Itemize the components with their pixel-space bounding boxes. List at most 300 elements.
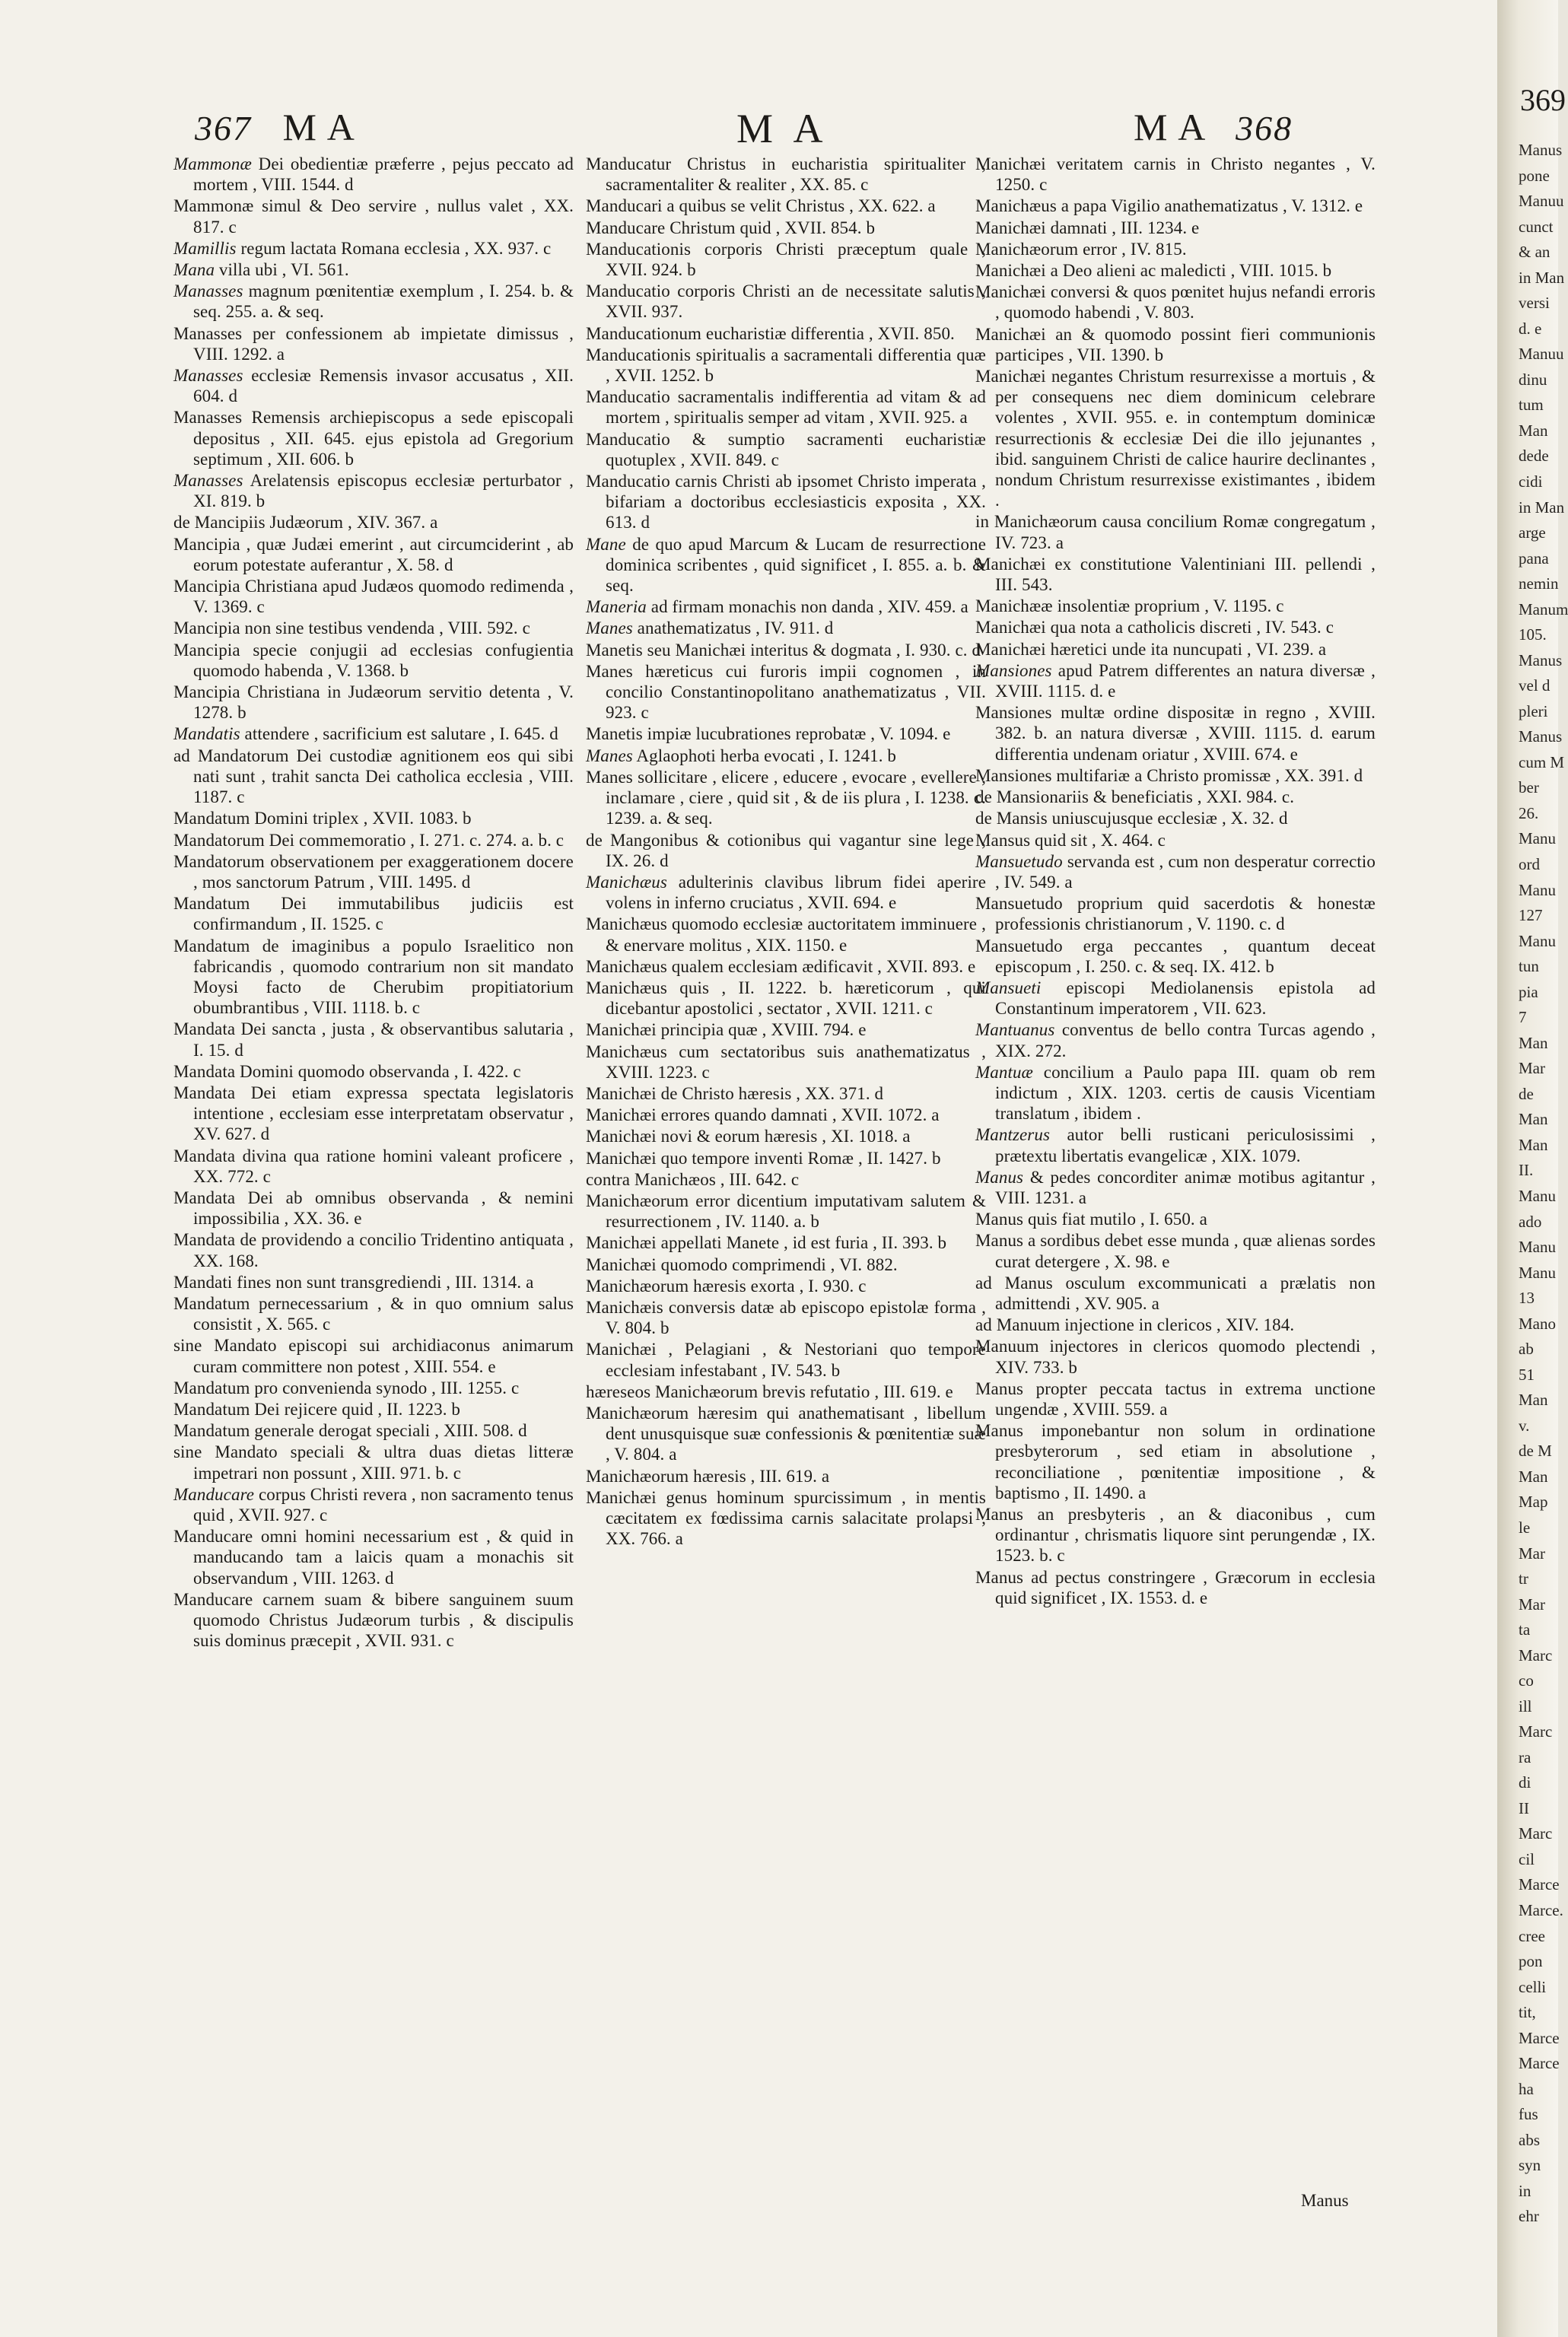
entry-text: Manducare omni homini necessarium est , & quid in manducando tam a laicis quam a monachis sit observandum , VIII. 1263. d [173,1527,574,1588]
next-page-fragment: II [1519,1798,1529,1817]
entry-text: Manichæi quo tempore inventi Romæ , II. 1427. b [586,1148,941,1168]
entry-text: Mandatum Dei rejicere quid , II. 1223. b [173,1399,460,1419]
entry-text: Manus propter peccata tactus in extrema unctione ungendæ , XVIII. 559. a [975,1378,1376,1419]
entry-text: Mandatorum observationem per exaggerationem docere , mos sanctorum Patrum , VIII. 1495. d [173,851,574,892]
index-entry [173,1019,574,1060]
next-page-fragment: tum [1519,396,1544,415]
entry-text: autor belli rusticani periculosissimi , prætextu libertatis evangelicæ , XIX. 1079. [995,1125,1376,1165]
index-entry [586,1169,986,1190]
next-page-fragment: cil [1519,1849,1535,1868]
next-page-fragment: ado [1519,1212,1542,1231]
entry-keyword: Manes [586,618,633,638]
next-page-fragment: cidi [1519,472,1543,491]
index-entry [975,765,1376,786]
index-entry [173,1589,574,1652]
next-page-fragment: Manuu [1519,192,1564,211]
next-page-fragment: Manu [1519,829,1556,848]
next-page-fragment: le [1519,1518,1531,1537]
entry-keyword: Mana [173,260,215,280]
index-entry [173,640,574,681]
entry-text: Manichæus qualem ecclesiam ædificavit , XVII. 893. e [586,956,976,976]
entry-keyword: Mantzerus [975,1125,1051,1145]
next-page-fragment: 26. [1519,803,1539,822]
index-entry [586,196,986,216]
next-page-fragment: co [1519,1671,1534,1690]
next-page-fragment: Mar [1519,1059,1545,1078]
next-page-fragment: ab [1519,1340,1534,1359]
next-page-fragment: Manum [1519,599,1568,618]
index-entry [586,830,986,871]
next-page-number: 369 [1520,83,1566,117]
entry-text: Manasses per confessionem ab impietate dimissus , VIII. 1292. a [173,323,574,364]
index-entry [975,1336,1376,1377]
entry-keyword: Manasses [173,471,243,491]
index-entry [586,661,986,723]
index-entry [586,956,986,977]
entry-text: & pedes concorditer animæ motibus agitantur , VIII. 1231. a [995,1167,1376,1207]
entry-text: Manichæi veritatem carnis in Christo negantes , V. 1250. c [975,154,1376,195]
right-page-number: 368 [1236,109,1293,148]
index-entry [173,1335,574,1376]
next-page-fragment: pon [1519,1952,1543,1971]
index-entry [586,618,986,638]
next-page-fragment: Man [1519,1033,1548,1052]
entry-text: Manducare carnem suam & bibere sanguinem suum quomodo Christus Judæorum turbis , & discipulis suis dominus præcepit , XVII. 931. c [173,1589,574,1651]
entry-keyword: Manasses [173,281,243,301]
index-entry [173,1188,574,1229]
entry-keyword: Mane [586,534,626,554]
entry-text: Manus quis fiat mutilo , I. 650. a [975,1210,1207,1229]
entry-text: Mancipia specie conjugii ad ecclesias confugientia quomodo habenda , V. 1368. b [173,640,574,680]
entry-text: Mandata Domini quomodo observanda , I. 422. c [173,1061,521,1081]
index-entry [586,1126,986,1146]
next-page-fragment: ha [1519,2079,1534,2098]
next-page-fragment: Manu [1519,931,1556,950]
index-entry [173,746,574,808]
next-page-fragment: ehr [1519,2207,1539,2226]
entry-text: Manichæorum hæresim qui anathematisant , libellum dent unusquisque suæ confessionis & pœnitentiæ suæ , V. 804. a [586,1403,986,1464]
entry-text: Manichæi , Pelagiani , & Nestoriani quo tempore ecclesiam infestabant , IV. 543. b [586,1340,986,1380]
index-entry [586,154,986,195]
entry-text: Manus a sordibus debet esse munda , quæ alienas sordes curat detergere , X. 98. e [975,1231,1376,1271]
next-page-fragment: di [1519,1773,1531,1792]
next-page-fragment: syn [1519,2156,1541,2175]
next-page-fragment: v. [1519,1416,1530,1435]
entry-keyword: Mandatis [173,724,240,744]
entry-text: Manetis seu Manichæi interitus & dogmata , I. 930. c. d [586,640,981,660]
next-page-fragment: in Man [1519,268,1565,287]
index-entry [586,323,986,344]
center-running-head: M A [736,106,829,151]
index-entry [173,281,574,322]
entry-text: Aglaophoti herba evocati , I. 1241. b [632,746,896,765]
entry-text: attendere , sacrificium est salutare , I. 645. d [240,724,558,744]
index-entry [586,978,986,1019]
index-entry [586,1041,986,1083]
index-entry [975,1167,1376,1208]
index-entry [173,1272,574,1293]
next-page-fragment: tun [1519,957,1539,976]
index-entry [586,914,986,955]
index-entry [173,1484,574,1525]
next-page-fragment: ta [1519,1620,1531,1639]
next-page-fragment: Manuu [1519,345,1564,364]
index-entry [975,830,1376,851]
entry-keyword: Manus [975,1167,1024,1187]
index-entry [975,239,1376,259]
entry-text: Mancipia Christiana in Judæorum servitio detenta , V. 1278. b [173,682,574,723]
entry-text: ad firmam monachis non danda , XIV. 459. a [646,597,968,617]
entry-text: anathematizatus , IV. 911. d [632,618,834,638]
entry-text: Manichæi de Christo hæresis , XX. 371. d [586,1083,884,1103]
entry-text: Manducatio carnis Christi ab ipsomet Christo imperata , bifariam a doctoribus ecclesiasticis exposita , XX. 613. d [586,472,986,533]
index-entry [586,429,986,470]
index-entry [975,978,1376,1019]
next-page-fragment: vel d [1519,676,1551,695]
index-entry [975,1420,1376,1503]
next-page-fragment: Mar [1519,1544,1545,1563]
next-page-fragment: 13 [1519,1289,1535,1308]
next-page-fragment: Manus [1519,141,1563,159]
entry-text: de Mansis uniuscujusque ecclesiæ , X. 32. d [975,809,1288,828]
entry-text: Mandatum de imaginibus a populo Israelitico non fabricandis , quomodo contrarium non sit mandato Moysi facto de Cherubim propitiatorium obumbrantibus , VIII. 1118. b. c [173,936,574,1018]
index-entry [173,323,574,364]
index-entry [586,239,986,280]
index-entry [173,682,574,723]
entry-text: Manducatio corporis Christi an de necessitate salutis , XVII. 937. [586,281,986,322]
entry-text: de Mangonibus & cotionibus qui vagantur sine lege , IX. 26. d [586,830,986,870]
index-entry [173,407,574,469]
next-page-fragment: tit, [1519,2003,1536,2022]
next-page-fragment: ra [1519,1747,1531,1766]
index-entry [975,1273,1376,1314]
next-page-fragment: pleri [1519,701,1548,720]
entry-text: Mandatum Dei immutabilibus judiciis est confirmandum , II. 1525. c [173,894,574,934]
entry-text: Arelatensis episcopus ecclesiæ perturbator , XI. 819. b [193,471,574,511]
entry-text: Manichæi genus hominum spurcissimum , in mentis cæcitatem ex fœdissima carnis salacitate prolapsi , XX. 766. a [586,1487,986,1549]
entry-text: Manducatio sacramentalis indifferentia ad vitam & ad mortem , spiritualis semper ad vitam , XVII. 925. a [586,387,986,428]
index-entry [173,1420,574,1441]
next-page-fragment: celli [1519,1977,1547,1996]
entry-text: Manichæi qua nota a catholicis discreti , IV. 543. c [975,618,1334,638]
index-entry [586,1339,986,1380]
index-entry [173,238,574,259]
next-page-fragment: dinu [1519,370,1547,389]
entry-text: Mandata Dei ab omnibus observanda , & nemini impossibilia , XX. 36. e [173,1188,574,1229]
entry-text: Mandatum generale derogat speciali , XIII. 508. d [173,1421,527,1441]
index-entry [173,893,574,934]
next-page-fragment: in [1519,2181,1531,2200]
index-entry [586,1466,986,1486]
next-page-fragment: II. [1519,1161,1534,1180]
entry-text: episcopi Mediolanensis epistola ad Constantinum imperatorem , VII. 623. [995,978,1376,1019]
index-entry [586,640,986,660]
index-entry [173,1378,574,1398]
entry-text: Mammonæ simul & Deo servire , nullus valet , XX. 817. c [173,196,574,237]
next-page-fragment: ord [1519,855,1540,874]
index-entry [975,660,1376,701]
entry-text: Manetis impiæ lucubrationes reprobatæ , V. 1094. e [586,724,951,744]
index-entry [586,1297,986,1338]
entry-keyword: Mansiones [975,660,1052,680]
next-page-fragment: tr [1519,1569,1528,1588]
entry-text: Manichæi conversi & quos pœnitet hujus nefandi erroris , quomodo habendi , V. 803. [975,282,1376,323]
entry-text: Mandatum Domini triplex , XVII. 1083. b [173,809,472,828]
entry-text: Manasses Remensis archiepiscopus a sede episcopali depositus , XII. 645. ejus epistola ad Gregorium septimum , XII. 606. b [173,408,574,469]
entry-text: Manes sollicitare , elicere , educere , evocare , evellere , inclamare , ciere , quid sit , & de iis plura , I. 1238. c. 1239. a. & seq. [586,767,986,828]
entry-text: Manducare Christum quid , XVII. 854. b [586,218,876,237]
index-entry [975,617,1376,638]
entry-text: Mansiones multifariæ a Christo promissæ , XX. 391. d [975,765,1363,785]
index-entry [975,1504,1376,1566]
next-page-fragment: Marce [1519,2028,1560,2047]
index-entry [173,1293,574,1334]
index-entry [173,1526,574,1588]
next-page-fragment: Manu [1519,1263,1556,1282]
index-entry [586,1148,986,1168]
next-page-fragment: versi [1519,294,1550,313]
entry-text: Manichæus quomodo ecclesiæ auctoritatem imminuere , & enervare molitus , XIX. 1150. e [586,914,986,955]
entry-keyword: Manichæus [586,872,667,892]
index-entry [586,596,986,617]
entry-text: Mancipia , quæ Judæi emerint , aut circumciderint , ab eorum potestate auferantur , X. 58. d [173,534,574,574]
index-entry [975,851,1376,892]
index-entry [586,218,986,238]
index-entry [975,324,1376,365]
catchword: Manus [1301,2191,1349,2210]
next-page-fragment: Mar [1519,1595,1545,1614]
index-entry [173,534,574,575]
next-page-fragment: ber [1519,778,1539,797]
next-page-fragment: abs [1519,2130,1540,2149]
index-entry [173,1146,574,1187]
index-entry [975,1019,1376,1060]
next-page-fragment: 127 [1519,906,1543,925]
entry-text: sine Mandato speciali & ultra duas dietas litteræ impetrari non possunt , XIII. 971. b. c [173,1442,574,1483]
next-page-fragment: 7 [1519,1008,1527,1027]
index-entry [586,723,986,744]
entry-text: apud Patrem differentes an natura diversæ , XVIII. 1115. d. e [995,660,1376,701]
entry-text: Manichæorum error , IV. 815. [975,239,1187,259]
index-entry [975,1230,1376,1271]
next-page-fragment: cunct [1519,217,1554,236]
entry-text: Mansuetudo proprium quid sacerdotis & honestæ professionis christianorum , V. 1190. c. d [975,894,1376,934]
index-entry [173,259,574,280]
index-entry [975,260,1376,281]
left-page-title: M A [282,106,356,148]
index-entry [975,1315,1376,1335]
entry-text: villa ubi , VI. 561. [215,260,349,280]
index-entry [173,1399,574,1420]
entry-keyword: Mantuæ [975,1062,1033,1082]
index-entry [586,746,986,766]
entry-text: Manducari a quibus se velit Christus , XX. 622. a [586,196,936,216]
entry-text: Manichææ insolentiæ proprium , V. 1195. c [975,596,1284,616]
index-entry [173,851,574,892]
entry-text: de quo apud Marcum & Lucam de resurrectione dominica scribentes , quid significet , I. 855. a. b. & seq. [606,534,986,596]
entry-text: Manichæi principia quæ , XVIII. 794. e [586,1020,867,1040]
next-page-fragment: pone [1519,166,1550,185]
entry-text: ad Mandatorum Dei custodiæ agnitionem eos qui sibi nati sunt , trahit sancta Dei catholica ecclesia , VIII. 1187. c [173,746,574,807]
next-page-fragment: cum M [1519,752,1565,771]
next-page-fragment: Manu [1519,880,1556,899]
entry-text: contra Manichæos , III. 642. c [586,1169,800,1189]
index-entry [975,281,1376,323]
entry-text: Manichæi ex constitutione Valentiniani III. pellendi , III. 543. [975,554,1376,595]
next-page-fragment: Marce [1519,1875,1560,1894]
entry-text: servanda est , cum non desperatur correctio , IV. 549. a [995,851,1376,892]
entry-text: Mandata de providendo a concilio Tridentino antiquata , XX. 168. [173,1230,574,1270]
right-running-head [1134,105,1312,149]
entry-text: magnum pœnitentiæ exemplum , I. 254. b. & seq. 255. a. & seq. [193,281,574,322]
entry-text: Manus ad pectus constringere , Græcorum in ecclesia quid significet , IX. 1553. d. e [975,1567,1376,1607]
next-page-fragment: Marce. [1519,1901,1563,1920]
index-entry [586,1487,986,1550]
index-entry [173,1442,574,1483]
index-entry [173,154,574,195]
next-page-fragment: in Man [1519,498,1565,517]
index-entry [173,512,574,533]
entry-text: in Manichæorum causa concilium Romæ congregatum , IV. 723. a [975,512,1376,552]
entry-text: Manichæorum hæresis , III. 619. a [586,1466,830,1486]
entry-text: Manducationum eucharistiæ differentia , XVII. 850. [586,323,955,343]
index-entry [586,1083,986,1104]
entry-text: Manichæus quis , II. 1222. b. hæreticorum , qui dicebantur apostolici , sectator , XVII. 1211. c [586,978,986,1019]
entry-text: conventus de bello contra Turcas agendo , XIX. 272. [995,1020,1376,1060]
index-entry [586,281,986,322]
entry-text: ad Manuum injectione in clericos , XIV. 184. [975,1315,1295,1335]
index-entry [975,936,1376,977]
index-entry [586,767,986,829]
entry-text: Manichæus cum sectatoribus suis anathematizatus , XVIII. 1223. c [586,1041,986,1082]
entry-text: Mansuetudo erga peccantes , quantum deceat episcopum , I. 250. c. & seq. IX. 412. b [975,936,1376,976]
index-entry [586,1403,986,1465]
entry-text: Manes hæreticus cui furoris impii cognomen , in concilio Constantinopolitano anathematizatus , VII. 923. c [586,661,986,723]
left-running-head [175,105,356,149]
index-entry [586,471,986,533]
entry-text: Dei obedientiæ præferre , pejus peccato ad mortem , VIII. 1544. d [193,154,574,195]
left-page-number: 367 [195,109,252,148]
index-entry [173,470,574,511]
index-entry [975,218,1376,238]
index-entry [975,1062,1376,1124]
index-entry [586,345,986,386]
entry-text: Manichæus a papa Vigilio anathematizatus , V. 1312. e [975,196,1363,216]
next-page-fragment: Marce [1519,2054,1560,2073]
index-entry [975,366,1376,510]
index-entry [586,872,986,913]
next-page-fragment: Man [1519,1110,1548,1129]
next-page-fragment: Manu [1519,1187,1556,1205]
next-page-fragment: de [1519,1084,1534,1103]
entry-text: corpus Christi revera , non sacramento tenus quid , XVII. 927. c [193,1484,574,1525]
next-page-fragment: d. e [1519,319,1542,338]
entry-keyword: Mantuanus [975,1020,1055,1040]
right-page-title: M A [1134,106,1205,148]
next-page-fragment: arge [1519,523,1546,542]
index-entry [586,1019,986,1040]
index-entry [586,1191,986,1232]
entry-text: Manichæis conversis datæ ab episcopo epistolæ forma , V. 804. b [586,1297,986,1338]
index-entry [586,1232,986,1253]
index-entry [975,639,1376,660]
index-entry [975,1124,1376,1165]
index-entry [975,196,1376,216]
index-entry [975,808,1376,828]
entry-text: Mandati fines non sunt transgrediendi , III. 1314. a [173,1272,534,1292]
entry-text: concilium a Paulo papa III. quam ob rem indictum , XIX. 1203. certis de causis Vicentiam translatum , ibidem . [995,1062,1376,1124]
entry-keyword: Manducare [173,1484,255,1504]
entry-text: Mandatum pro convenienda synodo , III. 1255. c [173,1378,520,1397]
entry-text: Mansus quid sit , X. 464. c [975,830,1166,850]
next-page-fragment: Manus [1519,727,1563,746]
index-entry [586,1382,986,1402]
entry-text: Manuum injectores in clericos quomodo plectendi , XIV. 733. b [975,1337,1376,1377]
entry-text: Manus imponebantur non solum in ordinatione presbyterorum , sed etiam in absolutione , reconciliatione , pœnitentiæ impositione , & baptismo , II. 1490. a [975,1421,1376,1502]
entry-text: de Mansionariis & beneficiatis , XXI. 984. c. [975,787,1295,807]
entry-keyword: Maneria [586,597,647,617]
next-page-fragment: cree [1519,1926,1545,1945]
index-entry [586,1254,986,1275]
entry-text: Manichæi negantes Christum resurrexisse a mortuis , & per consequens nec diem dominicum celebrare volentes , XVII. 955. e. in contemptum dominicæ resurrectionis & ecclesiæ Dei die illo jejunantes , ibid. sanguinem Christi de calice haurire declinantes , nondum Christum resurrexisse existimantes , ibidem . [975,367,1376,510]
entry-text: Manichæorum hæresis exorta , I. 930. c [586,1276,867,1296]
next-page-fragment: Man [1519,1467,1548,1486]
index-entry [173,1061,574,1082]
entry-text: hæreseos Manichæorum brevis refutatio , III. 619. e [586,1382,953,1401]
index-entry [975,511,1376,552]
entry-text: sine Mandato episcopi sui archidiaconus animarum curam committere non potest , XIII. 554. e [173,1336,574,1376]
index-entry [173,808,574,828]
entry-text: Mandata Dei etiam expressa spectata legislatoris intentione , ecclesiam esse interpretatam observatur , XV. 627. d [173,1083,574,1144]
index-entry [586,1105,986,1125]
index-entry [173,618,574,638]
entry-text: Manichæi damnati , III. 1234. e [975,218,1200,237]
entry-text: Manichæorum error dicentium imputativam salutem & resurrectionem , IV. 1140. a. b [586,1191,986,1232]
next-page-fragment: Marc [1519,1722,1553,1741]
next-page-fragment: Marc [1519,1824,1553,1843]
entry-text: Manus an presbyteris , an & diaconibus , cum ordinantur , chrismatis liquore sint perungendæ , IX. 1523. b. c [975,1505,1376,1566]
entry-keyword: Mansueti [975,978,1042,997]
entry-keyword: Mammonæ [173,154,252,173]
next-page-fragment: Man [1519,1391,1548,1410]
entry-text: regum lactata Romana ecclesia , XX. 937. c [236,238,552,258]
entry-text: ad Manus osculum excommunicati a prælatis non admittendi , XV. 905. a [975,1273,1376,1313]
next-page-fragment: dede [1519,447,1549,466]
next-page-fragment: Manu [1519,1238,1556,1257]
next-page-fragment: 51 [1519,1365,1535,1384]
next-page-fragment: Manus [1519,650,1563,669]
index-entry [173,723,574,744]
next-page-fragment: Marc [1519,1645,1553,1665]
index-entry [975,1209,1376,1229]
index-entry [586,386,986,428]
next-page-fragment: nemin [1519,574,1559,593]
index-column-2 [586,154,986,1550]
index-column-3 [975,154,1376,1609]
next-page-fragment: & an [1519,243,1551,262]
entry-text: Mancipia Christiana apud Judæos quomodo redimenda , V. 1369. c [173,577,574,617]
next-page-fragment: Man [1519,1135,1548,1154]
index-entry [173,196,574,237]
entry-text: adulterinis clavibus librum fidei aperire volens in inferno cruciatus , XVII. 694. e [606,872,986,913]
entry-keyword: Mamillis [173,238,237,258]
next-page-fragment: de M [1519,1442,1552,1461]
index-entry [975,596,1376,616]
entry-text: ecclesiæ Remensis invasor accusatus , XII. 604. d [193,366,574,406]
index-entry [975,893,1376,934]
next-page-fragment: pia [1519,982,1538,1001]
index-entry [975,154,1376,195]
